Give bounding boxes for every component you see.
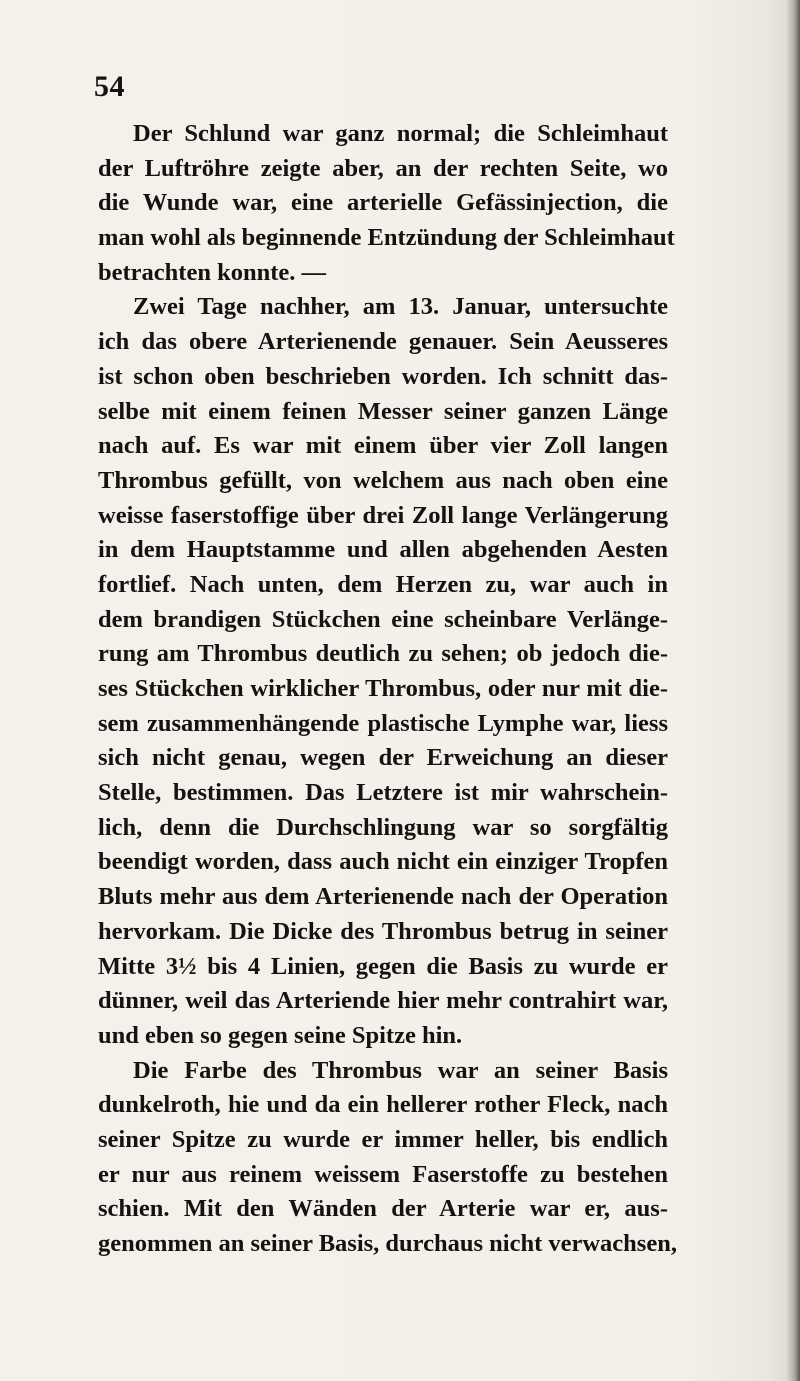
text-line: Die Farbe des Thrombus war an seiner Basis <box>133 1056 668 1084</box>
body-text <box>98 117 677 1262</box>
text-line: sem zusammenhängende plastische Lymphe war, liess <box>98 709 668 737</box>
text-line: in dem Hauptstamme und allen abgehenden Aesten <box>98 536 668 564</box>
text-line: und eben so gegen seine Spitze hin. <box>98 1021 463 1049</box>
text-line: selbe mit einem feinen Messer seiner ganzen Länge <box>98 397 668 425</box>
text-line: rung am Thrombus deutlich zu sehen; ob jedoch die- <box>98 640 668 668</box>
text-line: Der Schlund war ganz normal; die Schleimhaut <box>133 120 668 147</box>
text-line: dem brandigen Stückchen eine scheinbare Verlänge- <box>98 605 668 633</box>
text-line: man wohl als beginnende Entzündung der Schleimhaut <box>98 224 675 252</box>
text-line: ich das obere Arterienende genauer. Sein Aeusseres <box>98 328 668 356</box>
page-number: 54 <box>94 70 125 103</box>
text-line: lich, denn die Durchschlingung war so sorgfältig <box>98 813 668 841</box>
text-line: Stelle, bestimmen. Das Letztere ist mir wahrschein- <box>98 779 668 807</box>
text-line: der Luftröhre zeigte aber, an der rechten Seite, wo <box>98 154 668 182</box>
text-line: seiner Spitze zu wurde er immer heller, bis endlich <box>98 1125 668 1153</box>
text-line: sich nicht genau, wegen der Erweichung an dieser <box>98 744 668 772</box>
text-line: Mitte 3½ bis 4 Linien, gegen die Basis zu wurde er <box>98 952 668 980</box>
text-line: beendigt worden, dass auch nicht ein einziger Tropfen <box>98 848 668 876</box>
text-line: genommen an seiner Basis, durchaus nicht verwachsen, <box>98 1230 677 1257</box>
text-line: Thrombus gefüllt, von welchem aus nach oben eine <box>98 466 668 494</box>
text-line: hervorkam. Die Dicke des Thrombus betrug in seiner <box>98 917 668 945</box>
page-edge-shadow <box>786 0 800 1381</box>
text-line: dünner, weil das Arteriende hier mehr contrahirt war, <box>98 987 668 1015</box>
text-line: er nur aus reinem weissem Faserstoffe zu bestehen <box>98 1160 668 1188</box>
text-line: Zwei Tage nachher, am 13. Januar, untersuchte <box>133 293 668 321</box>
text-line: die Wunde war, eine arterielle Gefässinjection, die <box>98 189 668 217</box>
text-line: schien. Mit den Wänden der Arterie war er, aus- <box>98 1195 668 1223</box>
text-line: Bluts mehr aus dem Arterienende nach der Operation <box>98 883 668 911</box>
text-line: dunkelroth, hie und da ein hellerer rother Fleck, nach <box>98 1091 668 1119</box>
text-line: ses Stückchen wirklicher Thrombus, oder nur mit die- <box>98 675 668 702</box>
text-line: nach auf. Es war mit einem über vier Zoll langen <box>98 432 668 460</box>
text-line: weisse faserstoffige über drei Zoll lange Verlängerung <box>98 501 668 529</box>
text-line: ist schon oben beschrieben worden. Ich schnitt das- <box>98 362 668 390</box>
text-line: fortlief. Nach unten, dem Herzen zu, war auch in <box>98 570 668 598</box>
text-line: betrachten konnte. — <box>98 258 326 286</box>
